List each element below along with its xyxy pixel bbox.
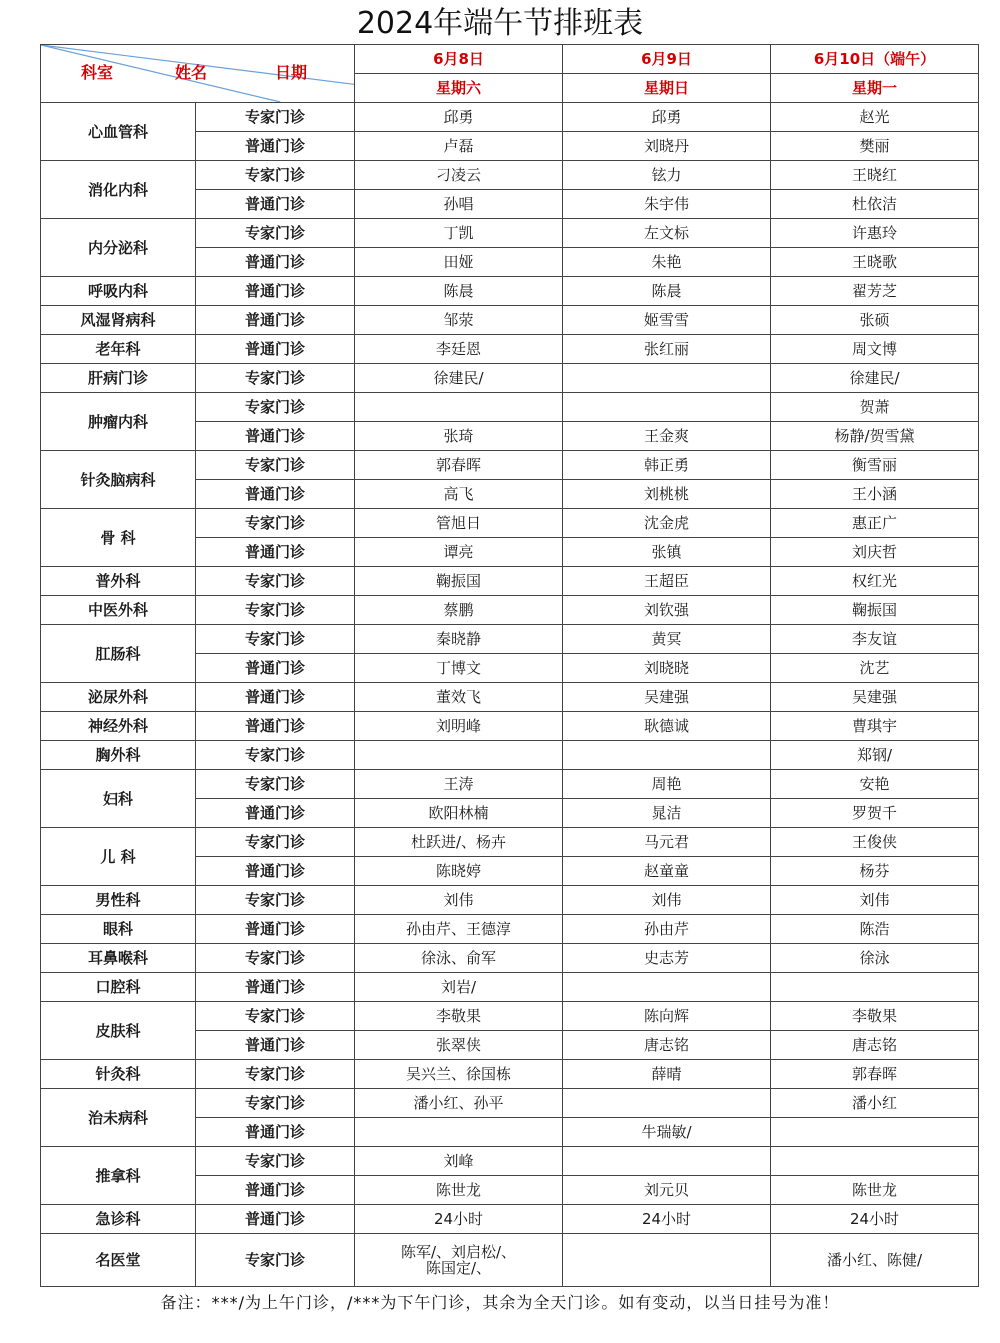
doctor-cell-day-3: 徐泳 [771, 944, 979, 973]
table-row [41, 306, 979, 335]
department-cell: 名医堂 [41, 1234, 196, 1287]
department-cell: 推拿科 [41, 1147, 196, 1205]
doctor-cell-day-1: 李廷恩 [355, 335, 563, 364]
clinic-type-cell: 专家门诊 [196, 393, 355, 422]
department-cell: 治未病科 [41, 1089, 196, 1147]
table-row [41, 1060, 979, 1089]
department-cell: 普外科 [41, 567, 196, 596]
doctor-cell-day-2: 吴建强 [563, 683, 771, 712]
table-row [41, 335, 979, 364]
doctor-cell-day-3: 陈浩 [771, 915, 979, 944]
clinic-type-cell: 专家门诊 [196, 944, 355, 973]
doctor-cell-day-3: 鞠振国 [771, 596, 979, 625]
doctor-cell-day-3: 24小时 [771, 1205, 979, 1234]
table-row [41, 944, 979, 973]
clinic-type-cell: 专家门诊 [196, 1060, 355, 1089]
table-row [41, 1147, 979, 1176]
doctor-cell-day-2: 唐志铭 [563, 1031, 771, 1060]
doctor-cell-day-1: 蔡鹏 [355, 596, 563, 625]
table-row [41, 364, 979, 393]
department-cell: 耳鼻喉科 [41, 944, 196, 973]
doctor-cell-day-1: 吴兴兰、徐国栋 [355, 1060, 563, 1089]
clinic-type-cell: 专家门诊 [196, 567, 355, 596]
header-row [41, 45, 979, 74]
doctor-cell-day-3 [771, 973, 979, 1002]
doctor-cell-day-2: 牛瑞敏/ [563, 1118, 771, 1147]
corner-label-dept: 科室 [81, 63, 114, 82]
table-row [41, 393, 979, 422]
doctor-cell-day-2: 朱艳 [563, 248, 771, 277]
doctor-cell-day-1 [355, 1118, 563, 1147]
doctor-cell-day-1: 欧阳林楠 [355, 799, 563, 828]
department-cell: 风湿肾病科 [41, 306, 196, 335]
doctor-cell-day-3: 吴建强 [771, 683, 979, 712]
department-cell: 神经外科 [41, 712, 196, 741]
department-cell: 呼吸内科 [41, 277, 196, 306]
department-cell: 肿瘤内科 [41, 393, 196, 451]
clinic-type-cell: 专家门诊 [196, 741, 355, 770]
department-cell: 男性科 [41, 886, 196, 915]
doctor-cell-day-1: 王涛 [355, 770, 563, 799]
doctor-cell-day-2 [563, 741, 771, 770]
doctor-cell-day-2: 王超臣 [563, 567, 771, 596]
doctor-cell-day-1: 陈世龙 [355, 1176, 563, 1205]
doctor-cell-day-3: 唐志铭 [771, 1031, 979, 1060]
doctor-cell-day-3 [771, 1147, 979, 1176]
clinic-type-cell: 专家门诊 [196, 1234, 355, 1287]
department-cell: 消化内科 [41, 161, 196, 219]
doctor-cell-day-1: 陈军/、刘启松/、 陈国定/、 [355, 1234, 563, 1287]
clinic-type-cell: 普通门诊 [196, 480, 355, 509]
doctor-cell-day-1: 24小时 [355, 1205, 563, 1234]
department-cell: 儿 科 [41, 828, 196, 886]
doctor-cell-day-3: 陈世龙 [771, 1176, 979, 1205]
table-row [41, 277, 979, 306]
page-title: 2024年端午节排班表 [356, 6, 644, 41]
doctor-cell-day-3: 曹琪宇 [771, 712, 979, 741]
clinic-type-cell: 专家门诊 [196, 886, 355, 915]
doctor-cell-day-2: 姬雪雪 [563, 306, 771, 335]
doctor-cell-day-1: 徐建民/ [355, 364, 563, 393]
doctor-cell-day-1: 董效飞 [355, 683, 563, 712]
clinic-type-cell: 普通门诊 [196, 973, 355, 1002]
doctor-cell-day-2: 耿德诚 [563, 712, 771, 741]
doctor-cell-day-1: 邹荥 [355, 306, 563, 335]
department-cell: 肝病门诊 [41, 364, 196, 393]
header-weekday-2: 星期日 [563, 74, 771, 103]
department-cell: 骨 科 [41, 509, 196, 567]
table-row [41, 915, 979, 944]
clinic-type-cell: 普通门诊 [196, 654, 355, 683]
clinic-type-cell: 普通门诊 [196, 335, 355, 364]
doctor-cell-day-3: 王晓红 [771, 161, 979, 190]
table-row [41, 973, 979, 1002]
doctor-cell-day-3: 潘小红、陈健/ [771, 1234, 979, 1287]
doctor-cell-day-2: 王金爽 [563, 422, 771, 451]
header-weekday-3: 星期一 [771, 74, 979, 103]
doctor-cell-day-3: 徐建民/ [771, 364, 979, 393]
doctor-cell-day-1: 卢磊 [355, 132, 563, 161]
doctor-cell-day-3 [771, 1118, 979, 1147]
doctor-cell-day-3: 王晓歌 [771, 248, 979, 277]
doctor-cell-day-3: 许惠玲 [771, 219, 979, 248]
doctor-cell-day-2: 薛晴 [563, 1060, 771, 1089]
table-row [41, 625, 979, 654]
department-cell: 针灸脑病科 [41, 451, 196, 509]
doctor-cell-day-1: 刘伟 [355, 886, 563, 915]
doctor-cell-day-1: 谭亮 [355, 538, 563, 567]
department-cell: 泌尿外科 [41, 683, 196, 712]
doctor-cell-day-1: 丁凯 [355, 219, 563, 248]
table-row [41, 1205, 979, 1234]
doctor-cell-day-2: 24小时 [563, 1205, 771, 1234]
clinic-type-cell: 普通门诊 [196, 857, 355, 886]
table-row [41, 828, 979, 857]
clinic-type-cell: 普通门诊 [196, 277, 355, 306]
table-row [41, 509, 979, 538]
doctor-cell-day-3: 赵光 [771, 103, 979, 132]
doctor-cell-day-3: 王小涵 [771, 480, 979, 509]
table-row [41, 1002, 979, 1031]
table-row [41, 712, 979, 741]
doctor-cell-day-3: 潘小红 [771, 1089, 979, 1118]
department-cell: 心血管科 [41, 103, 196, 161]
clinic-type-cell: 专家门诊 [196, 1002, 355, 1031]
corner-label-name: 姓名 [175, 63, 208, 82]
doctor-cell-day-1: 刁凌云 [355, 161, 563, 190]
doctor-cell-day-3: 沈艺 [771, 654, 979, 683]
doctor-cell-day-1 [355, 393, 563, 422]
doctor-cell-day-1: 杜跃进/、杨卉 [355, 828, 563, 857]
clinic-type-cell: 普通门诊 [196, 1205, 355, 1234]
table-row [41, 451, 979, 480]
doctor-cell-day-2: 孙由芹 [563, 915, 771, 944]
table-row [41, 1089, 979, 1118]
table-row [41, 161, 979, 190]
doctor-cell-day-1: 孙由芹、王德淳 [355, 915, 563, 944]
doctor-cell-day-2: 刘伟 [563, 886, 771, 915]
doctor-cell-day-2 [563, 364, 771, 393]
doctor-cell-day-3: 郑钢/ [771, 741, 979, 770]
doctor-cell-day-1: 邱勇 [355, 103, 563, 132]
doctor-cell-day-2: 左文标 [563, 219, 771, 248]
doctor-cell-day-2: 韩正勇 [563, 451, 771, 480]
doctor-cell-day-1: 孙唱 [355, 190, 563, 219]
header-weekday-1: 星期六 [355, 74, 563, 103]
doctor-cell-day-3: 安艳 [771, 770, 979, 799]
clinic-type-cell: 专家门诊 [196, 364, 355, 393]
clinic-type-cell: 专家门诊 [196, 451, 355, 480]
doctor-cell-day-3: 杨静/贺雪黛 [771, 422, 979, 451]
table-row [41, 596, 979, 625]
doctor-cell-day-1: 刘明峰 [355, 712, 563, 741]
doctor-cell-day-2: 刘晓晓 [563, 654, 771, 683]
doctor-cell-day-3: 刘伟 [771, 886, 979, 915]
schedule-table [40, 44, 979, 1287]
doctor-cell-day-2: 铉力 [563, 161, 771, 190]
table-row [41, 1234, 979, 1287]
footer-note: 备注：***/为上午门诊，/***为下午门诊，其余为全天门诊。如有变动，以当日挂号为准！ [160, 1293, 840, 1312]
doctor-cell-day-3: 张硕 [771, 306, 979, 335]
clinic-type-cell: 普通门诊 [196, 132, 355, 161]
doctor-cell-day-3: 杜依洁 [771, 190, 979, 219]
clinic-type-cell: 专家门诊 [196, 219, 355, 248]
clinic-type-cell: 专家门诊 [196, 596, 355, 625]
doctor-cell-day-1: 高飞 [355, 480, 563, 509]
header-date-1: 6月8日 [355, 45, 563, 74]
doctor-cell-day-1: 秦晓静 [355, 625, 563, 654]
clinic-type-cell: 普通门诊 [196, 799, 355, 828]
table-row [41, 741, 979, 770]
doctor-cell-day-2 [563, 1147, 771, 1176]
doctor-cell-day-3: 罗贺千 [771, 799, 979, 828]
doctor-cell-day-1: 郭春晖 [355, 451, 563, 480]
table-row [41, 567, 979, 596]
department-cell: 中医外科 [41, 596, 196, 625]
table-row [41, 770, 979, 799]
doctor-cell-day-1: 李敬果 [355, 1002, 563, 1031]
doctor-cell-day-2 [563, 1234, 771, 1287]
doctor-cell-day-2: 马元君 [563, 828, 771, 857]
table-row [41, 219, 979, 248]
clinic-type-cell: 专家门诊 [196, 625, 355, 654]
doctor-cell-day-3: 李敬果 [771, 1002, 979, 1031]
department-cell: 内分泌科 [41, 219, 196, 277]
corner-label-date: 日期 [275, 63, 308, 82]
doctor-cell-day-3: 王俊侠 [771, 828, 979, 857]
doctor-cell-day-2: 晁洁 [563, 799, 771, 828]
department-cell: 针灸科 [41, 1060, 196, 1089]
clinic-type-cell: 普通门诊 [196, 683, 355, 712]
clinic-type-cell: 专家门诊 [196, 1147, 355, 1176]
doctor-cell-day-3: 贺萧 [771, 393, 979, 422]
header-date-2: 6月9日 [563, 45, 771, 74]
doctor-cell-day-3: 惠正广 [771, 509, 979, 538]
clinic-type-cell: 专家门诊 [196, 770, 355, 799]
doctor-cell-day-1: 徐泳、俞军 [355, 944, 563, 973]
doctor-cell-day-2: 刘元贝 [563, 1176, 771, 1205]
doctor-cell-day-2: 史志芳 [563, 944, 771, 973]
department-cell: 皮肤科 [41, 1002, 196, 1060]
clinic-type-cell: 普通门诊 [196, 915, 355, 944]
doctor-cell-day-3: 杨芬 [771, 857, 979, 886]
clinic-type-cell: 普通门诊 [196, 712, 355, 741]
clinic-type-cell: 普通门诊 [196, 1031, 355, 1060]
clinic-type-cell: 专家门诊 [196, 1089, 355, 1118]
department-cell: 老年科 [41, 335, 196, 364]
doctor-cell-day-2: 黄冥 [563, 625, 771, 654]
corner-header-cell [41, 45, 355, 103]
department-cell: 胸外科 [41, 741, 196, 770]
doctor-cell-day-2: 刘晓丹 [563, 132, 771, 161]
doctor-cell-day-2: 赵童童 [563, 857, 771, 886]
department-cell: 眼科 [41, 915, 196, 944]
clinic-type-cell: 普通门诊 [196, 248, 355, 277]
doctor-cell-day-1: 丁博文 [355, 654, 563, 683]
doctor-cell-day-2: 陈晨 [563, 277, 771, 306]
doctor-cell-day-2: 刘桃桃 [563, 480, 771, 509]
clinic-type-cell: 普通门诊 [196, 306, 355, 335]
doctor-cell-day-3: 郭春晖 [771, 1060, 979, 1089]
doctor-cell-day-1: 田娅 [355, 248, 563, 277]
department-cell: 口腔科 [41, 973, 196, 1002]
department-cell: 妇科 [41, 770, 196, 828]
doctor-cell-day-2 [563, 1089, 771, 1118]
clinic-type-cell: 专家门诊 [196, 828, 355, 857]
doctor-cell-day-1: 潘小红、孙平 [355, 1089, 563, 1118]
doctor-cell-day-2: 沈金虎 [563, 509, 771, 538]
doctor-cell-day-1: 张琦 [355, 422, 563, 451]
department-cell: 急诊科 [41, 1205, 196, 1234]
doctor-cell-day-2: 陈向辉 [563, 1002, 771, 1031]
doctor-cell-day-1: 刘岩/ [355, 973, 563, 1002]
clinic-type-cell: 专家门诊 [196, 509, 355, 538]
doctor-cell-day-3: 权红光 [771, 567, 979, 596]
doctor-cell-day-1: 刘峰 [355, 1147, 563, 1176]
clinic-type-cell: 普通门诊 [196, 190, 355, 219]
doctor-cell-day-3: 翟芳芝 [771, 277, 979, 306]
doctor-cell-day-1: 陈晓婷 [355, 857, 563, 886]
clinic-type-cell: 专家门诊 [196, 103, 355, 132]
clinic-type-cell: 普通门诊 [196, 422, 355, 451]
doctor-cell-day-2 [563, 973, 771, 1002]
clinic-type-cell: 普通门诊 [196, 1118, 355, 1147]
department-cell: 肛肠科 [41, 625, 196, 683]
doctor-cell-day-3: 樊丽 [771, 132, 979, 161]
doctor-cell-day-2 [563, 393, 771, 422]
doctor-cell-day-3: 衡雪丽 [771, 451, 979, 480]
clinic-type-cell: 专家门诊 [196, 161, 355, 190]
table-row [41, 103, 979, 132]
doctor-cell-day-3: 周文博 [771, 335, 979, 364]
doctor-cell-day-3: 刘庆哲 [771, 538, 979, 567]
doctor-cell-day-2: 张红丽 [563, 335, 771, 364]
table-row [41, 683, 979, 712]
doctor-cell-day-2: 张镇 [563, 538, 771, 567]
doctor-cell-day-2: 邱勇 [563, 103, 771, 132]
doctor-cell-day-2: 刘钦强 [563, 596, 771, 625]
doctor-cell-day-1: 张翠侠 [355, 1031, 563, 1060]
doctor-cell-day-1: 鞠振国 [355, 567, 563, 596]
doctor-cell-day-1: 管旭日 [355, 509, 563, 538]
doctor-cell-day-1 [355, 741, 563, 770]
doctor-cell-day-2: 周艳 [563, 770, 771, 799]
doctor-cell-day-2: 朱宇伟 [563, 190, 771, 219]
doctor-cell-day-1: 陈晨 [355, 277, 563, 306]
table-row [41, 886, 979, 915]
clinic-type-cell: 普通门诊 [196, 538, 355, 567]
header-date-3: 6月10日（端午） [771, 45, 979, 74]
clinic-type-cell: 普通门诊 [196, 1176, 355, 1205]
doctor-cell-day-3: 李友谊 [771, 625, 979, 654]
